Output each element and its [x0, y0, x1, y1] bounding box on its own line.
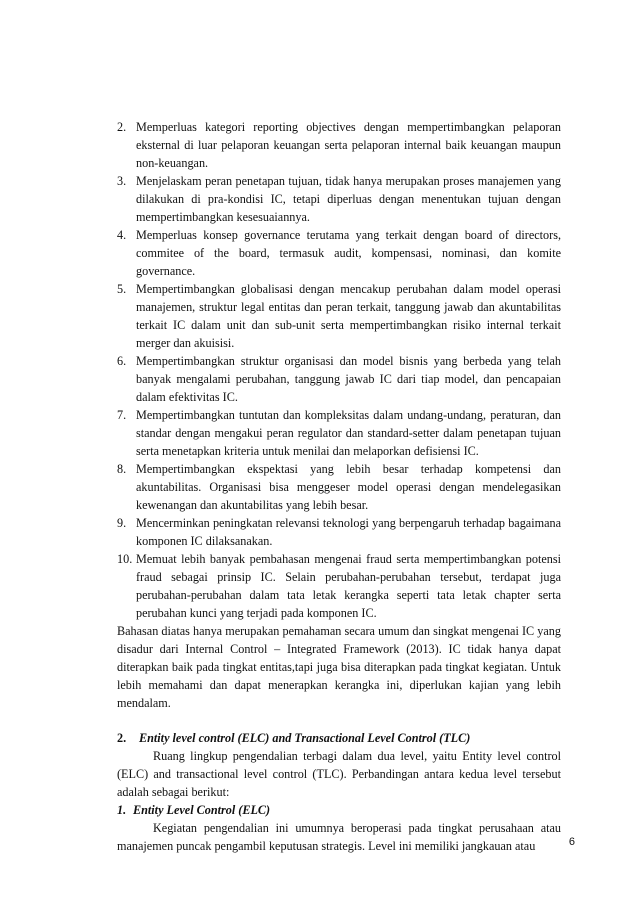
list-item	[117, 550, 561, 622]
list-item-text: Mencerminkan peningkatan relevansi teknologi yang berpengaruh terhadap bagaimana komponen IC dilaksanakan.	[136, 516, 561, 548]
section-intro: Ruang lingkup pengendalian terbagi dalam dua level, yaitu Entity level control (ELC) and transactional level control (TLC). Perbandingan antara kedua level tersebut adalah sebagai berikut:	[117, 749, 561, 799]
page-number: 6	[568, 836, 575, 848]
list-item-text: Mempertimbangkan ekspektasi yang lebih besar terhadap kompetensi dan akuntabilitas. Organisasi bisa menggeser model operasi dengan mendelegasikan kewenangan dan akuntabilitas yang lebih besar.	[136, 462, 561, 512]
subsection-text: Kegiatan pengendalian ini umumnya beroperasi pada tingkat perusahaan atau manajemen puncak pengambil keputusan strategis. Level ini memiliki jangkauan atau	[117, 821, 561, 853]
list-item-text: Memperluas kategori reporting objectives dengan mempertimbangkan pelaporan eksternal di luar pelaporan keuangan serta pelaporan internal baik keuangan maupun non-keuangan.	[136, 120, 561, 170]
list-item-text: Menjelaskam peran penetapan tujuan, tidak hanya merupakan proses manajemen yang dilakukan di pra-kondisi IC, tetapi diperluas dengan menentukan tujuan dengan mempertimbangkan kesesuaiannya.	[136, 174, 561, 224]
list-item-number: 4.	[117, 228, 127, 242]
list-item-number: 5.	[117, 282, 127, 296]
list-item-number: 10.	[117, 552, 133, 566]
list-item-number: 8.	[117, 462, 127, 476]
list-item-text: Mempertimbangkan struktur organisasi dan model bisnis yang berbeda yang telah banyak mengalami perubahan, tanggung jawab IC dari tiap model, dan pencapaian dalam efektivitas IC.	[136, 354, 561, 404]
list-item	[117, 118, 561, 172]
section-heading	[117, 729, 561, 747]
spacer	[117, 712, 561, 729]
numbered-list	[117, 118, 561, 622]
list-item-text: Memperluas konsep governance terutama yang terkait dengan board of directors, commitee of the board, termasuk audit, kompensasi, nominasi, dan komite governance.	[136, 228, 561, 278]
list-item-text: Memuat lebih banyak pembahasan mengenai fraud serta mempertimbangkan potensi fraud sebagai prinsip IC. Selain perubahan-perubahan tersebut, terdapat juga perubahan-perubahan dalam tata letak kerangka seperti tata letak chapter serta perubahan kunci yang terjadi pada komponen IC.	[136, 552, 561, 620]
page-content	[117, 118, 561, 855]
list-item-number: 2.	[117, 120, 127, 134]
list-item	[117, 514, 561, 550]
list-item-number: 6.	[117, 354, 127, 368]
list-item-number: 9.	[117, 516, 127, 530]
summary-paragraph: Bahasan diatas hanya merupakan pemahaman secara umum dan singkat mengenai IC yang disadur dari Internal Control – Integrated Framework (2013). IC tidak hanya dapat diterapkan baik pada tingkat entitas,tapi juga bisa diterapkan pada tingkat kegiatan. Untuk lebih memahami dan dapat menerapkan kerangka ini, diperlukan kajian yang lebih mendalam.	[117, 624, 561, 710]
list-item	[117, 280, 561, 352]
list-item	[117, 172, 561, 226]
list-item	[117, 226, 561, 280]
subsection-number: 1.	[117, 803, 127, 817]
subsection-heading	[117, 801, 561, 819]
subsection-title: Entity Level Control (ELC)	[133, 803, 271, 817]
list-item	[117, 460, 561, 514]
section-number: 2.	[117, 731, 127, 745]
list-item-number: 7.	[117, 408, 127, 422]
list-item	[117, 406, 561, 460]
list-item-text: Mempertimbangkan tuntutan dan kompleksitas dalam undang-undang, peraturan, dan standar dengan mengakui peran regulator dan standard-setter dalam penetapan tujuan serta menetapkan kriteria untuk menilai dan melaporkan defisiensi IC.	[136, 408, 561, 458]
section-title: Entity level control (ELC) and Transactional Level Control (TLC)	[139, 731, 471, 745]
list-item	[117, 352, 561, 406]
list-item-text: Mempertimbangkan globalisasi dengan mencakup perubahan dalam model operasi manajemen, struktur legal entitas dan peran terkait, tanggung jawab dan akuntabilitas terkait IC dalam unit dan sub-unit serta mempertimbangkan risiko internal terkait merger dan akuisisi.	[136, 282, 561, 350]
list-item-number: 3.	[117, 174, 127, 188]
